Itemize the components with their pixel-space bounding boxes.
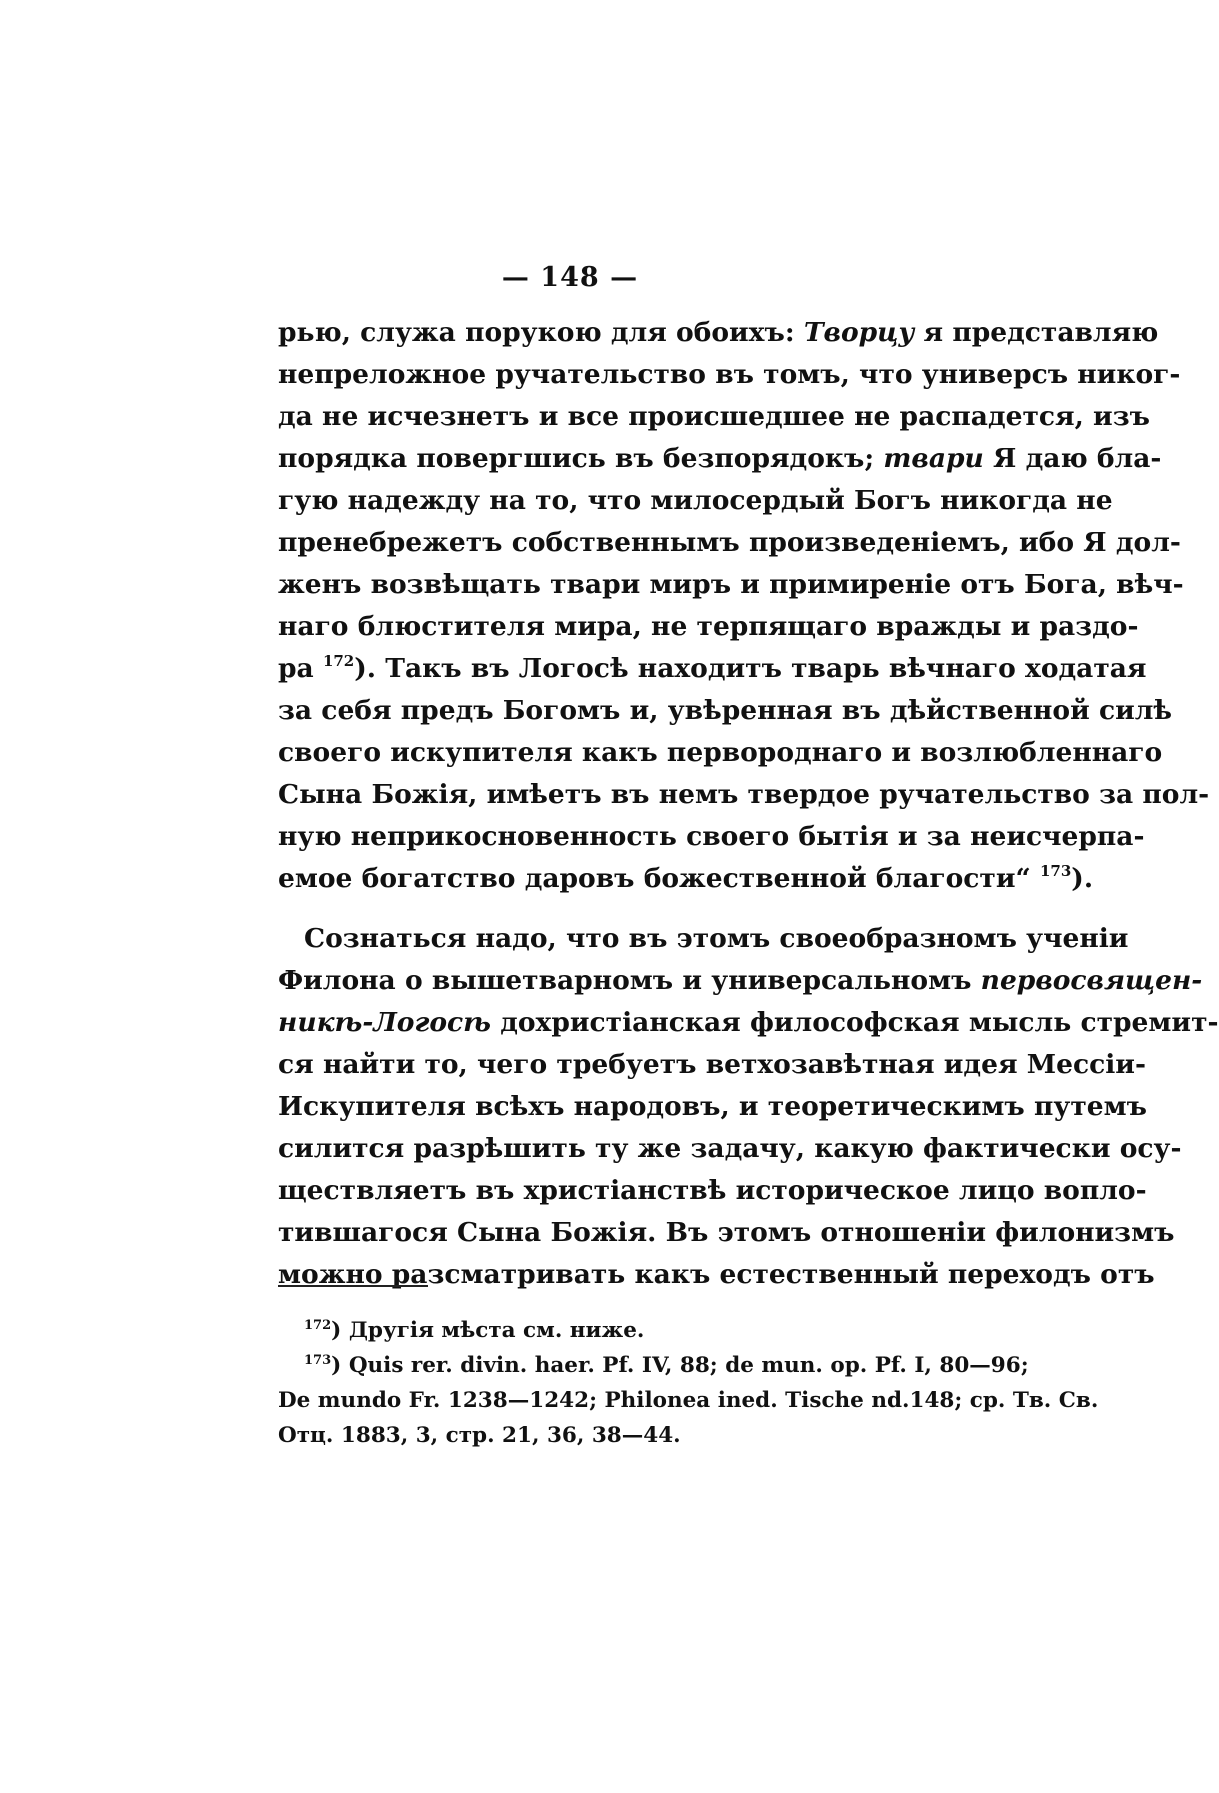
text-line: Сознаться надо, что въ этомъ своеобразномъ ученіи (304, 923, 1129, 954)
text-line: Искупителя всѣхъ народовъ, и теоретическимъ путемъ (278, 1091, 1147, 1122)
text-line: женъ возвѣщать твари миръ и примиреніе отъ Бога, вѣч- (278, 569, 1184, 600)
footnote-line: De mundo Fr. 1238—1242; Philonea ined. Tische nd.148; ср. Тв. Св. (278, 1388, 1099, 1413)
text-line: Сына Божія, имѣетъ въ немъ твердое ручательство за пол- (278, 779, 1210, 810)
emphasis-text: твари (883, 443, 984, 474)
text-line: за себя предъ Богомъ и, увѣренная въ дѣйственной силѣ (278, 695, 1173, 726)
footnote-line: Отц. 1883, 3, стр. 21, 36, 38—44. (278, 1423, 681, 1448)
emphasis-text: первосвящен- (980, 965, 1203, 996)
footnote-number: 172 (304, 1318, 332, 1333)
footnote-separator (278, 1285, 428, 1287)
text-line: порядка повергшись въ безпорядокъ; твари Я даю бла- (278, 443, 1162, 474)
text-line: наго блюстителя мира, не терпящаго вражды и раздо- (278, 611, 1139, 642)
text-line: никѣ-Логосѣ дохристіанская философская мысль стремит- (278, 1007, 1219, 1038)
text-line: Филона о вышетварномъ и универсальномъ первосвящен- (278, 965, 1203, 996)
text-line: рью, служа порукою для обоихъ: Творцу я представляю (278, 317, 1159, 348)
text-line: пренебрежетъ собственнымъ произведеніемъ, ибо Я дол- (278, 527, 1181, 558)
text-line: тившагося Сына Божія. Въ этомъ отношеніи филонизмъ (278, 1217, 1175, 1248)
text-line: непреложное ручательство въ томъ, что универсъ никог- (278, 359, 1181, 390)
text-line: силится разрѣшить ту же задачу, какую фактически осу- (278, 1133, 1182, 1164)
footnote-reference: 173 (1039, 862, 1072, 880)
footnote-number: 173 (304, 1353, 332, 1368)
text-line: емое богатство даровъ божественной благости“ $^{173}$). (278, 862, 1094, 894)
paragraph-1 (278, 312, 1210, 900)
footnote-172 (278, 1313, 1023, 1348)
text-line: своего искупителя какъ первороднаго и возлюбленнаго (278, 737, 1163, 768)
text-line: ную неприкосновенность своего бытія и за неисчерпа- (278, 821, 1145, 852)
footnote-line: $^{173}$) Quis rer. divin. haer. Pf. IV, 88; de mun. op. Pf. I, 80—96; (304, 1353, 1029, 1378)
paragraph-2 (278, 918, 1219, 1296)
text-line: гую надежду на то, что милосердый Богъ никогда не (278, 485, 1113, 516)
text-line: можно разсматривать какъ естественный переходъ отъ (278, 1259, 1155, 1290)
footnote-line: $^{172}$) Другія мѣста см. ниже. (304, 1318, 645, 1343)
text-line: да не исчезнетъ и все происшедшее не распадется, изъ (278, 401, 1150, 432)
text-line: ра $^{172}$). Такъ въ Логосѣ находитъ тварь вѣчнаго ходатая (278, 652, 1147, 684)
footnote-173 (278, 1348, 1099, 1453)
footnote-reference: 172 (322, 652, 355, 670)
emphasis-text: Творцу (803, 317, 915, 348)
emphasis-text: никѣ-Логосѣ (278, 1007, 491, 1038)
footnotes (278, 1313, 1099, 1453)
text-line: ществляетъ въ христіанствѣ историческое лицо вопло- (278, 1175, 1147, 1206)
page-number: — 148 — (501, 262, 639, 293)
text-line: ся найти то, чего требуетъ ветхозавѣтная идея Мессіи- (278, 1049, 1146, 1080)
main-text (278, 312, 1219, 1296)
